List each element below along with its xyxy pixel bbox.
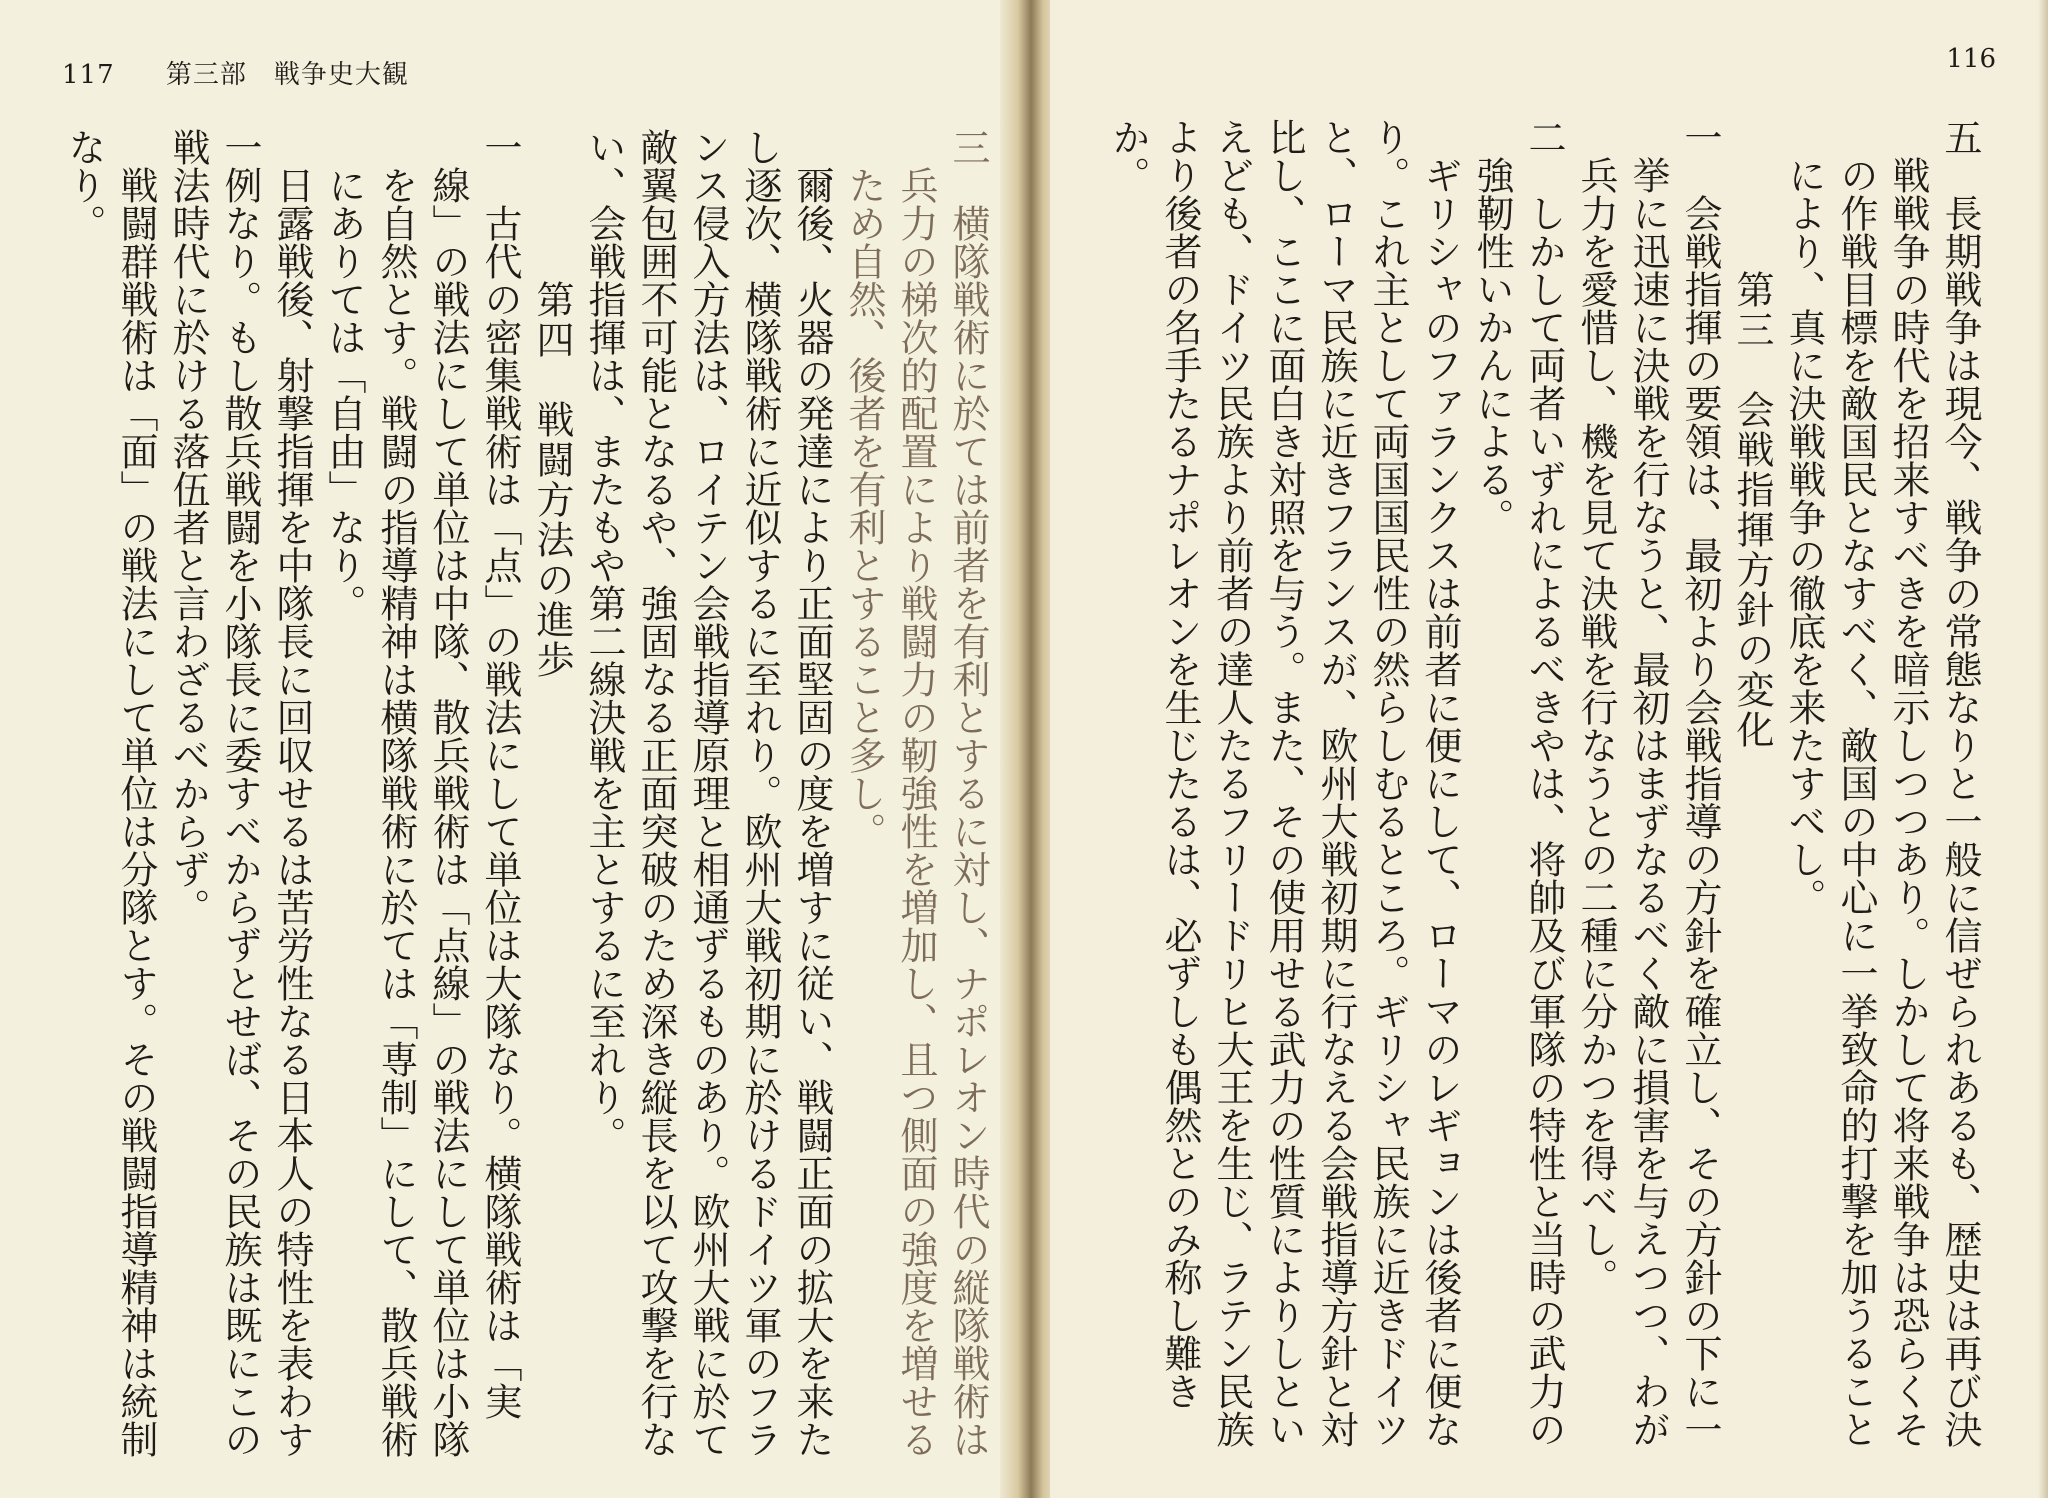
right-page-body bbox=[1102, 118, 1986, 1448]
paragraph-2c: ギリシャのファランクスは前者に便にして、ローマのレギョンは後者に便なり。これ主として両国国民性の然らしむるところ。ギリシャ民族に近きドイツと、ローマ民族に近きフランスが、欧州大戦初期に行なえる会戦指導方針と対比し、ここに面白き対照を与う。また、その使用せる武力の性質によりしといえども、ドイツ民族より前者の達人たるフリードリヒ大王を生じ、ラテン民族より後者の名手たるナポレオンを生じたるは、必ずしも偶然とのみ称し難きか。 bbox=[1106, 118, 1462, 1448]
section-heading-4: 第四 戦闘方法の進歩 bbox=[530, 280, 574, 680]
left-page bbox=[0, 0, 1010, 1498]
page-number-left: 117 bbox=[62, 60, 115, 90]
paragraph-6: 日露戦後、射撃指揮を中隊長に回収せるは苦労性なる日本人の特性を表わす一例なり。もし散兵戦闘を小隊長に委すべからずとせば、その民族は既にこの戦法時代に於ける落伍者と言わざるべからず。 bbox=[166, 128, 314, 1458]
paragraph-1: 五 長期戦争は現今、戦争の常態なりと一般に信ぜられあるも、歴史は再び決戦戦争の時代を招来すべきを暗示しつつあり。しかして将来戦争は恐らくその作戦目標を敵国民となすべく、敵国の中心に一挙致命的打撃を加うることにより、真に決戦戦争の徹底を来たすべし。 bbox=[1782, 118, 1982, 1448]
section-heading-3: 第三 会戦指揮方針の変化 bbox=[1730, 270, 1774, 750]
right-page bbox=[1050, 0, 2048, 1498]
paragraph-2: 一 会戦指揮の要領は、最初より会戦指導の方針を確立し、その方針の下に一挙に迅速に決戦を行なうと、最初はまずなるべく敵に損害を与えつつ、わが兵力を愛惜し、機を見て決戦を行なうとの二種に分かつを得べし。 bbox=[1574, 118, 1722, 1448]
paragraph-7: 戦闘群戦術は「面」の戦法にして単位は分隊とす。その戦闘指導精神は統制なり。 bbox=[62, 128, 158, 1458]
running-head-title: 第三部 戦争史大観 bbox=[165, 60, 409, 90]
paragraph-4: 爾後、火器の発達により正面堅固の度を増すに従い、戦闘正面の拡大を来たし逐次、横隊戦術に近似するに至れり。欧州大戦初期に於けるドイツ軍のフランス侵入方法は、ロイテン会戦指導原理と相通ずるものあり。欧州大戦に於て敵翼包囲不可能となるや、強固なる正面突破のため深き縦長を以て攻撃を行ない、会戦指揮は、またもや第二線決戦を主とするに至れり。 bbox=[582, 128, 834, 1458]
paragraph-3: 三 横隊戦術に於ては前者を有利とするに対し、ナポレオン時代の縦隊戦術は兵力の梯次的配置により戦闘力の靭強性を増加し、且つ側面の強度を増せるため自然、後者を有利とすること多し。 bbox=[842, 128, 990, 1458]
running-header bbox=[62, 54, 409, 91]
page-number-right: 116 bbox=[1946, 44, 1996, 74]
page-edge bbox=[2038, 0, 2048, 1498]
paragraph-2b: 二 しかして両者いずれによるべきやは、将帥及び軍隊の特性と当時の武力の強靭性いかんによる。 bbox=[1470, 118, 1566, 1448]
left-page-body bbox=[58, 128, 994, 1458]
paragraph-5: 一 古代の密集戦術は「点」の戦法にして単位は大隊なり。横隊戦術は「実線」の戦法にして単位は中隊、散兵戦術は「点線」の戦法にして単位は小隊を自然とす。戦闘の指導精神は横隊戦術に於ては「専制」にして、散兵戦術にありては「自由」なり。 bbox=[322, 128, 522, 1458]
